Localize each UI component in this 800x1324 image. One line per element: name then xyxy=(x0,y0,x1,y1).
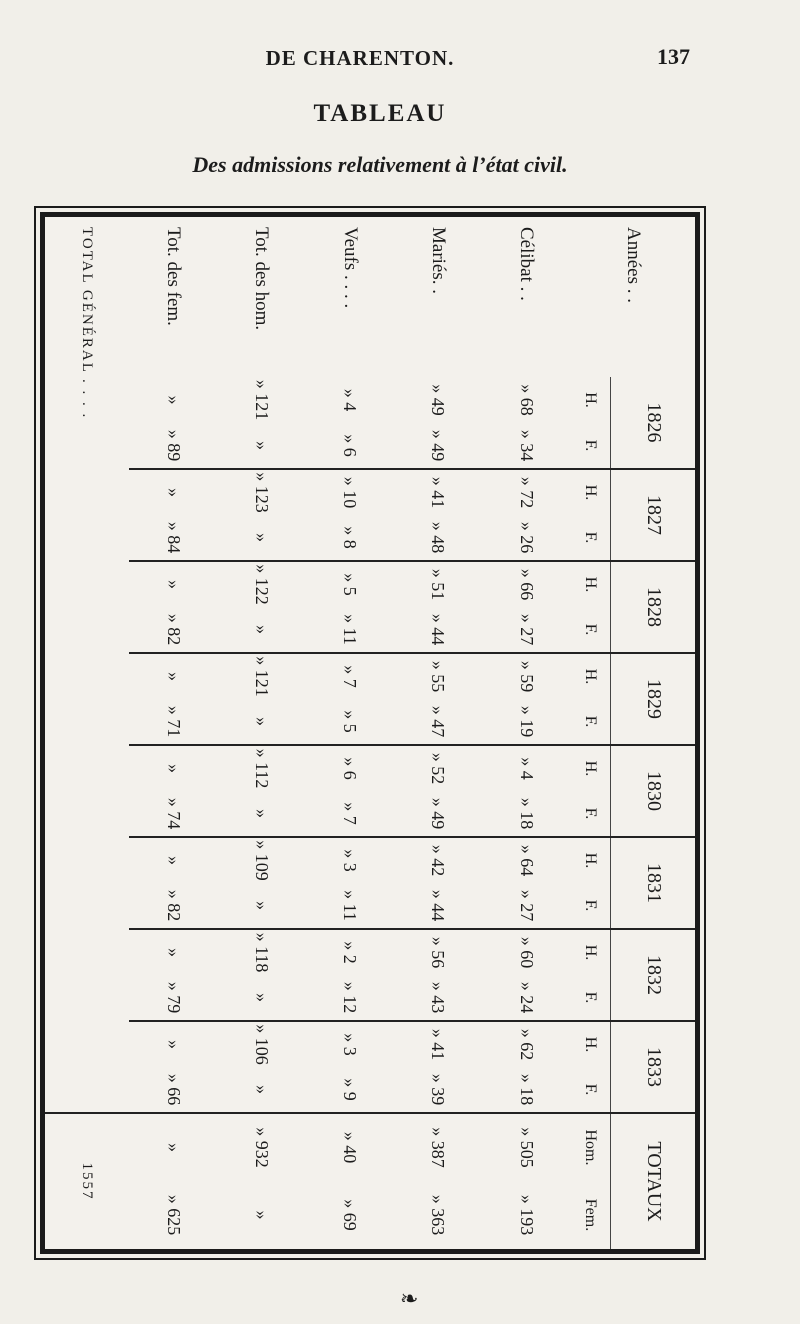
table-cell: » 82 xyxy=(163,613,184,646)
table-cell: » xyxy=(251,1085,272,1094)
table-row xyxy=(217,217,305,1249)
grand-total-label: TOTAL GÉNÉRAL . . . . xyxy=(79,227,96,420)
table-cell: » 121 xyxy=(251,379,272,421)
sex-header-f: F. xyxy=(582,807,600,820)
table-cell: » xyxy=(251,717,272,726)
table-cell: » 106 xyxy=(217,1021,305,1067)
table-cell: » 10 xyxy=(305,469,393,515)
table-cell: » xyxy=(129,745,217,791)
year-header: 1829 xyxy=(611,653,695,745)
table-cell: » 27 xyxy=(516,613,537,646)
table-cell: » 11 xyxy=(340,890,361,921)
table-cell: » 79 xyxy=(163,981,184,1014)
grand-total-value: 1557 xyxy=(45,1113,129,1249)
totals-cell: » 363 xyxy=(428,1194,449,1236)
sex-header-f: F. xyxy=(582,991,600,1004)
table-cell: » 19 xyxy=(516,705,537,738)
table-cell: » 72 xyxy=(482,469,570,515)
table-cell: » 52 xyxy=(394,745,482,791)
table-cell: » 3 xyxy=(305,837,393,883)
table-row xyxy=(482,217,570,1249)
table-cell: » 4 xyxy=(340,388,361,412)
sex-header-f: F. xyxy=(582,531,600,544)
grand-total-row xyxy=(45,217,129,1249)
table-cell: » xyxy=(251,625,272,634)
year-header: 1830 xyxy=(611,745,695,837)
table-cell: » 44 xyxy=(428,889,449,922)
sex-header-h: H. xyxy=(570,837,610,883)
table-cell: » 118 xyxy=(217,929,305,975)
table-cell: » xyxy=(251,993,272,1002)
corner-label: Années . . xyxy=(622,227,644,303)
table-cell: » 56 xyxy=(394,929,482,975)
table-cell: » 8 xyxy=(340,526,361,549)
table-cell: » 4 xyxy=(482,745,570,791)
row-label: Célibat . . xyxy=(516,227,538,301)
table-cell: » 64 xyxy=(482,837,570,883)
sex-header-h: H. xyxy=(570,469,610,515)
table-cell: » 42 xyxy=(394,837,482,883)
table-cell: » 59 xyxy=(482,653,570,699)
table-cell: » 41 xyxy=(394,1021,482,1067)
table-cell: » 34 xyxy=(516,429,537,462)
totals-cell: » 40 xyxy=(305,1113,393,1181)
year-header: 1833 xyxy=(611,1021,695,1113)
table-cell: » 62 xyxy=(482,1021,570,1067)
table-cell: » 49 xyxy=(428,384,449,416)
year-header: 1827 xyxy=(611,469,695,561)
table-cell: » 6 xyxy=(305,745,393,791)
row-label: Mariés. . xyxy=(427,227,449,295)
table-cell: » 24 xyxy=(516,981,537,1014)
sex-header-f: F. xyxy=(582,623,600,636)
page-number: 137 xyxy=(657,44,690,69)
totals-cell: » xyxy=(129,1113,217,1181)
year-header: 1826 xyxy=(611,377,695,469)
totals-cell: » 69 xyxy=(340,1199,361,1231)
year-header: 1832 xyxy=(611,929,695,1021)
table-cell: » 27 xyxy=(516,889,537,922)
year-header: 1831 xyxy=(611,837,695,929)
sex-header-h: H. xyxy=(570,745,610,791)
table-row xyxy=(305,217,393,1249)
table-cell: » 68 xyxy=(516,384,537,416)
totals-cell: » 625 xyxy=(163,1194,184,1236)
table-cell: » xyxy=(129,653,217,699)
table-cell: » 11 xyxy=(340,614,361,645)
table-cell: » 39 xyxy=(428,1073,449,1106)
table-cell: » 82 xyxy=(163,889,184,922)
table-cell: » 9 xyxy=(340,1078,361,1101)
table-cell: » 5 xyxy=(340,710,361,733)
table-cell: » xyxy=(129,1021,217,1067)
table-cell: » 66 xyxy=(163,1073,184,1106)
table-cell: » 7 xyxy=(305,653,393,699)
table-cell: » 6 xyxy=(340,434,361,457)
table-cell: » 84 xyxy=(163,521,184,554)
table-cell: » xyxy=(129,561,217,607)
sex-header-h: H. xyxy=(570,1021,610,1067)
running-title: DE CHARENTON. xyxy=(265,46,455,70)
table-row xyxy=(394,217,482,1249)
table-cell: » xyxy=(129,929,217,975)
table-subtitle: Des admissions relativement à l’état civil. xyxy=(192,152,568,177)
table-cell: » xyxy=(251,533,272,542)
sex-header-f: F. xyxy=(582,899,600,912)
table-cell: » 48 xyxy=(428,521,449,554)
sex-header-f: F. xyxy=(582,715,600,728)
totals-cell: » 505 xyxy=(482,1113,570,1181)
totals-cell: » 932 xyxy=(217,1113,305,1181)
table-cell: » 7 xyxy=(340,802,361,825)
table-cell: » 112 xyxy=(217,745,305,791)
table-cell: » 55 xyxy=(394,653,482,699)
admissions-table-frame xyxy=(40,212,700,1254)
table-cell: » 2 xyxy=(305,929,393,975)
table-title: TABLEAU xyxy=(313,100,447,127)
sex-header-f: F. xyxy=(582,439,600,452)
admissions-table xyxy=(45,217,695,1249)
table-cell: » 122 xyxy=(217,561,305,607)
sex-header-h: H. xyxy=(570,929,610,975)
table-cell: » xyxy=(163,395,184,405)
totals-header-fem: Fem. xyxy=(582,1198,600,1232)
table-cell: » 5 xyxy=(305,561,393,607)
table-cell: » 18 xyxy=(516,797,537,830)
table-cell: » 18 xyxy=(516,1073,537,1106)
table-cell: » 109 xyxy=(217,837,305,883)
sex-header-h: H. xyxy=(582,392,600,408)
table-cell: » 43 xyxy=(428,981,449,1014)
table-cell: » xyxy=(251,901,272,910)
table-cell: » 12 xyxy=(340,981,361,1014)
running-head xyxy=(0,42,800,72)
table-row xyxy=(129,217,217,1249)
table-cell: » 74 xyxy=(163,797,184,830)
table-cell: » 66 xyxy=(482,561,570,607)
table-cell: » 51 xyxy=(394,561,482,607)
rotated-table xyxy=(45,217,695,1249)
table-cell: » 89 xyxy=(163,429,184,462)
totals-cell: » xyxy=(251,1210,272,1220)
table-cell: » 3 xyxy=(305,1021,393,1067)
table-cell: » 44 xyxy=(428,613,449,646)
sex-header-h: H. xyxy=(570,561,610,607)
sex-header-f: F. xyxy=(582,1083,600,1096)
row-label: Veufs . . . . xyxy=(339,227,361,309)
table-cell: » xyxy=(251,809,272,818)
table-cell: » 26 xyxy=(516,521,537,554)
table-cell: » 49 xyxy=(428,797,449,830)
table-cell: » xyxy=(251,441,272,450)
table-cell: » xyxy=(129,469,217,515)
totals-header: TOTAUX xyxy=(611,1113,695,1249)
totals-cell: » 387 xyxy=(394,1113,482,1181)
year-header-row xyxy=(611,217,695,1249)
table-cell: » 49 xyxy=(428,429,449,462)
sex-header-h: H. xyxy=(570,653,610,699)
table-cell: » 121 xyxy=(217,653,305,699)
table-cell: » 71 xyxy=(163,705,184,738)
table-cell: » 60 xyxy=(482,929,570,975)
printer-ornament: ❧ xyxy=(400,1286,419,1311)
row-label: Tot. des hom. xyxy=(251,227,273,331)
totals-cell: » 193 xyxy=(516,1194,537,1236)
year-header: 1828 xyxy=(611,561,695,653)
row-label: Tot. des fem. xyxy=(163,227,185,326)
table-cell: » 47 xyxy=(428,705,449,738)
table-cell: » 41 xyxy=(394,469,482,515)
table-cell: » xyxy=(129,837,217,883)
table-cell: » 123 xyxy=(217,469,305,515)
totals-header-hom: Hom. xyxy=(570,1113,610,1181)
